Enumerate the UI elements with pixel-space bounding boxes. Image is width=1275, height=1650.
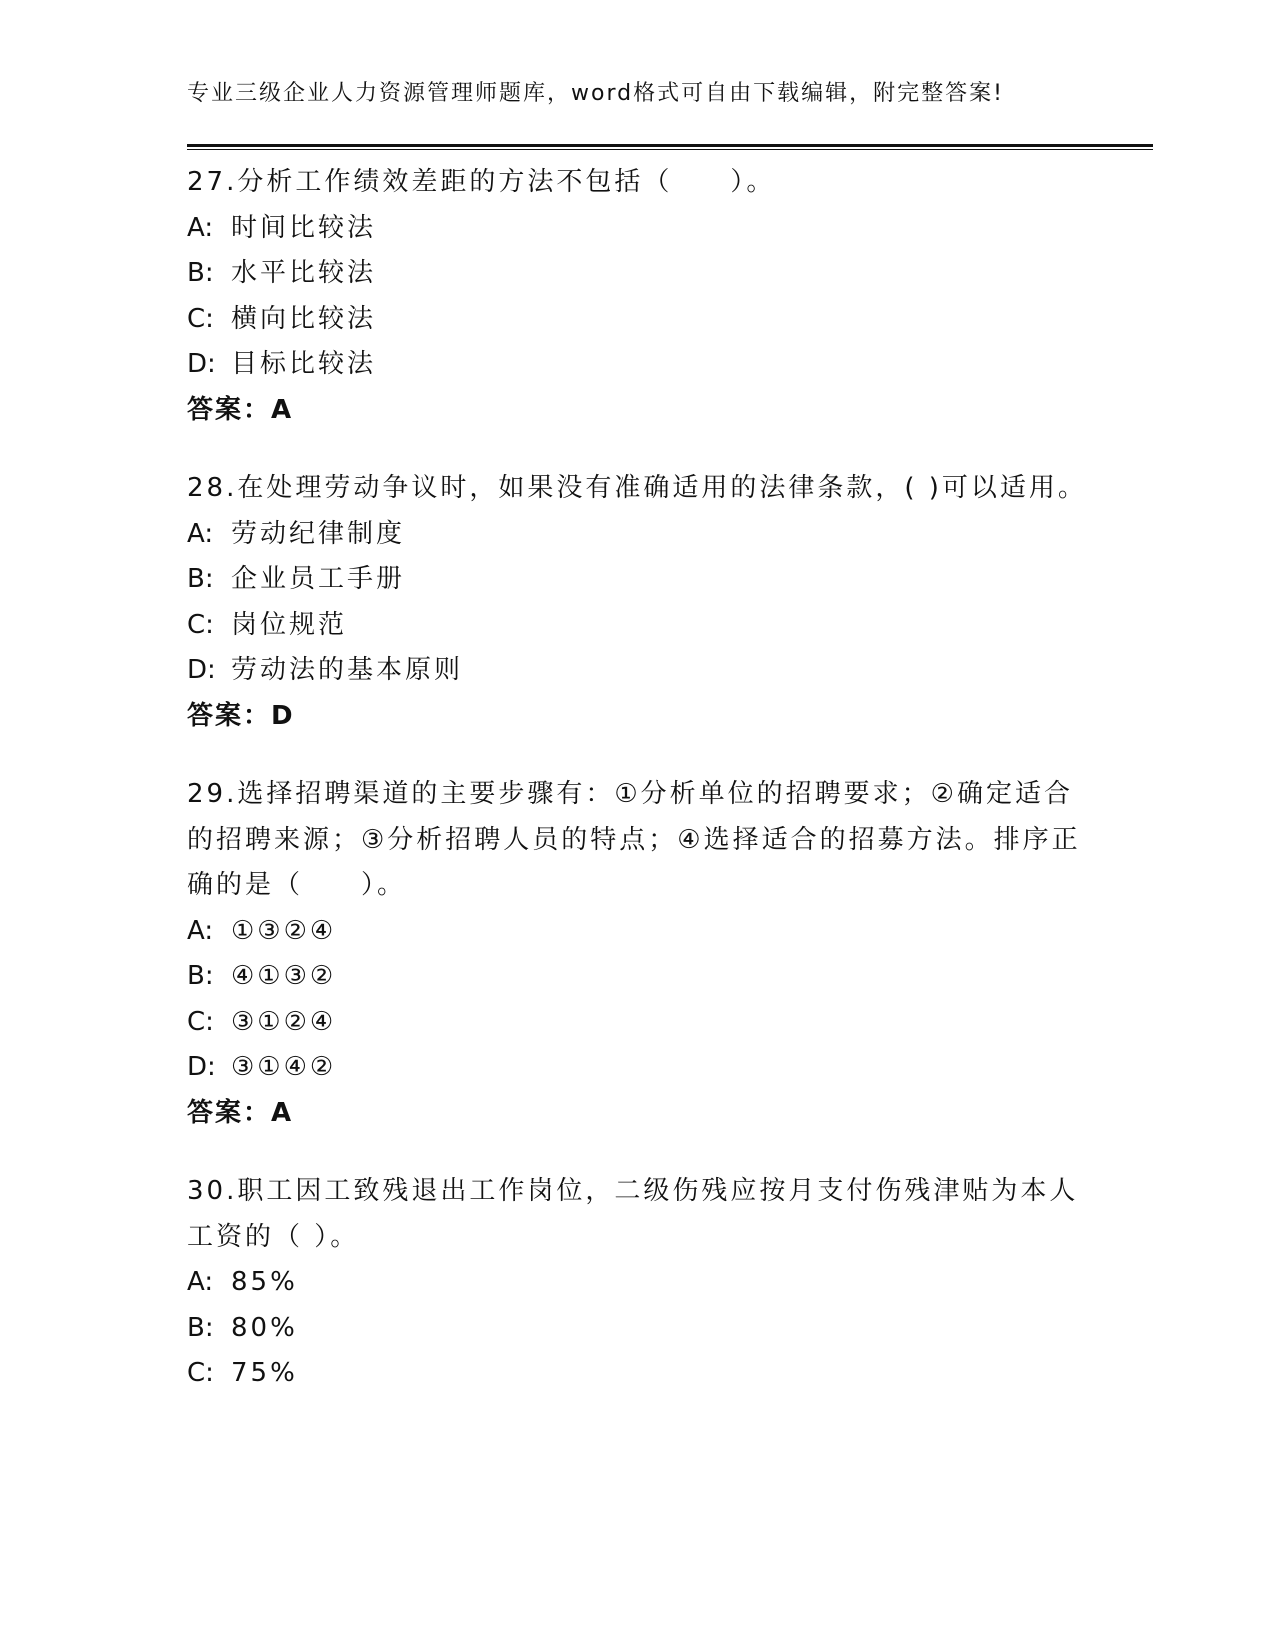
option-letter: C: (187, 303, 214, 334)
option-letter: B: (187, 258, 214, 288)
answer-line: 答案：A (187, 394, 294, 425)
option-letter: C: (187, 1358, 214, 1388)
option-a (187, 512, 1087, 558)
option-c (187, 603, 1087, 649)
option-letter: C: (187, 1006, 214, 1037)
option-a (187, 1260, 1087, 1306)
option-text: 时间比较法 (231, 212, 377, 243)
option-c (187, 1000, 1087, 1046)
option-d (187, 648, 1087, 694)
page-header: 专业三级企业人力资源管理师题库，word格式可自由下载编辑，附完整答案! (187, 81, 1004, 106)
question-item (187, 466, 1087, 739)
option-a (187, 206, 1087, 252)
option-text: ③①②④ (231, 1006, 337, 1037)
option-text: 目标比较法 (231, 349, 377, 379)
question-stem: 27.分析工作绩效差距的方法不包括（ ）。 (187, 167, 776, 197)
question-stem: 28.在处理劳动争议时，如果没有准确适用的法律条款，( )可以适用。 (187, 473, 1087, 503)
option-text: 劳动法的基本原则 (231, 655, 464, 685)
option-c (187, 1351, 1087, 1397)
answer-line: 答案：A (187, 1097, 294, 1128)
question-item (187, 1169, 1087, 1397)
option-letter: B: (187, 564, 214, 594)
option-letter: A: (187, 1267, 214, 1297)
answer-line: 答案：D (187, 700, 295, 731)
option-letter: B: (187, 1312, 214, 1343)
option-letter: D: (187, 1052, 216, 1082)
option-letter: D: (187, 655, 216, 685)
option-text: 岗位规范 (231, 609, 348, 640)
option-letter: B: (187, 961, 214, 991)
question-stem: 29.选择招聘渠道的主要步骤有：①分析单位的招聘要求；②确定适合的招聘来源；③分析招聘人员的特点；④选择适合的招募方法。排序正确的是（ ）。 (187, 779, 1081, 900)
option-text: 85% (231, 1267, 298, 1297)
question-item (187, 160, 1087, 433)
option-letter: A: (187, 518, 214, 549)
option-a (187, 909, 1087, 955)
option-text: 80% (231, 1312, 298, 1343)
option-text: 劳动纪律制度 (231, 518, 406, 549)
option-b (187, 251, 1087, 297)
option-letter: C: (187, 609, 214, 640)
question-stem: 30.职工因工致残退出工作岗位，二级伤残应按月支付伤残津贴为本人工资的（ ）。 (187, 1176, 1079, 1252)
option-d (187, 1045, 1087, 1091)
question-list (187, 160, 1087, 1430)
option-text: ③①④② (231, 1052, 337, 1082)
option-text: 企业员工手册 (231, 564, 406, 594)
option-text: 75% (231, 1358, 298, 1388)
option-c (187, 297, 1087, 343)
option-text: ④①③② (231, 961, 337, 991)
option-letter: D: (187, 349, 216, 379)
option-text: 横向比较法 (231, 303, 377, 334)
option-letter: A: (187, 212, 214, 243)
option-b (187, 557, 1087, 603)
question-item (187, 772, 1087, 1136)
option-b (187, 954, 1087, 1000)
option-d (187, 342, 1087, 388)
option-text: 水平比较法 (231, 258, 377, 288)
option-text: ①③②④ (231, 915, 337, 946)
header-divider (187, 144, 1153, 150)
option-letter: A: (187, 915, 214, 946)
option-b (187, 1306, 1087, 1352)
